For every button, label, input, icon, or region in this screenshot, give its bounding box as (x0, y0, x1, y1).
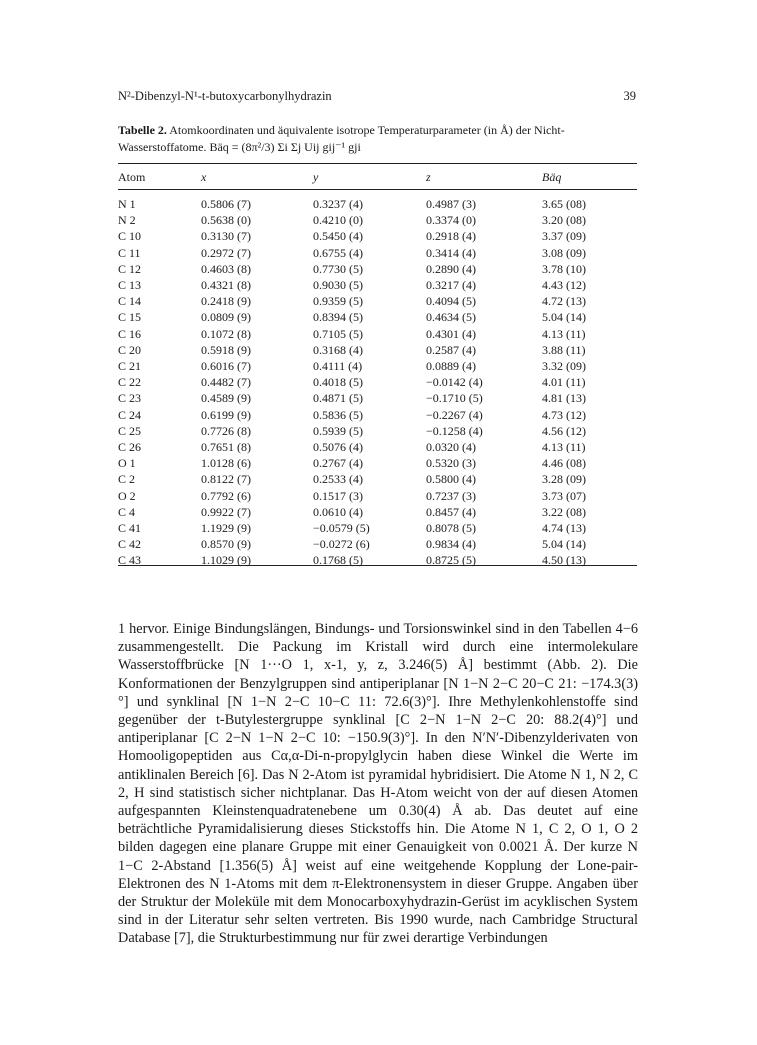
cell-biso: 4.72 (13) (542, 294, 586, 309)
cell-y: 0.5939 (5) (313, 423, 363, 438)
table-row (118, 439, 637, 455)
cell-biso: 3.08 (09) (542, 245, 586, 260)
cell-x: 0.7792 (6) (201, 488, 251, 503)
cell-x: 0.4321 (8) (201, 278, 251, 293)
cell-x: 0.0809 (9) (201, 310, 251, 325)
table-row (118, 309, 637, 325)
cell-y: 0.5450 (4) (313, 229, 363, 244)
cell-atom: C 14 (118, 294, 142, 309)
cell-y: 0.5836 (5) (313, 407, 363, 422)
cell-y: 0.7105 (5) (313, 326, 363, 341)
table-row (118, 374, 637, 390)
running-head (118, 89, 636, 104)
cell-z: −0.1258 (4) (426, 423, 483, 438)
body-paragraph: 1 hervor. Einige Bindungslängen, Bindungs- und Torsionswinkel sind in den Tabellen 4−6 zusammengestellt. Die Packung im Kristall wird durch eine intermolekulare Wasserstoffbrücke [N 1···O 1, x-1, y, z, 3.246(5) Å] bestimmt (Abb. 2). Die Konformationen der Benzylgruppen sind antiperiplanar [N 1−N 2−C 20−C 21: −174.3(3)°] und synklinal [N 1−N 2−C 10−C 11: 72.6(3)°]. Ihre Methylenkohlenstoffe sind gegenüber der t-Butylestergruppe synklinal [C 2−N 1−N 2−C 20: 88.2(4)°] und antiperiplanar [C 2−N 1−N 2−C 10: −150.9(3)°]. In den N′N′-Dibenzylderivaten von Homooligopeptiden aus Cα,α-Di-n-propylglycin haben diese Winkel die Werte im antiklinalen Bereich [6]. Das N 2-Atom ist pyramidal hybridisiert. Die Atome N 1, N 2, C 2, H sind statistisch sicher nichtplanar. Das H-Atom weicht von der auf diesen Atomen aufgespannten Kleinstenquadratenebene um 0.30(4) Å ab. Das deutet auf eine beträchtliche Pyramidalisierung dieses Stickstoffs hin. Die Atome N 1, C 2, O 1, O 2 bilden dagegen eine planare Gruppe mit einer Genauigkeit von 0.0021 Å. Der kurze N 1−C 2-Abstand [1.356(5) Å] weist auf eine weitgehende Kopplung der Lone-pair-Elektronen des N 1-Atoms mit dem π-Elektronensystem in dieser Gruppe. Angaben über der Struktur der Moleküle mit dem Monocarboxyhydrazin-Gerüst im acyklischen System sind in der Literatur sehr selten vertreten. Bis 1990 wurde, nach Cambridge Structural Database [7], die Strukturbestimmung nur für zwei derartige Verbindungen (118, 621, 638, 947)
table-row (118, 245, 637, 261)
table-caption-text: Atomkoordinaten und äquivalente isotrope Temperaturparameter (in Å) der Nicht-Wasserstoffatome. Bäq = (8π²/3) Σi Σj Uij gij⁻¹ gji (118, 123, 565, 154)
cell-z: 0.5800 (4) (426, 472, 476, 487)
cell-atom: O 1 (118, 456, 136, 471)
cell-x: 0.5918 (9) (201, 342, 251, 357)
table-row (118, 471, 637, 487)
cell-y: 0.0610 (4) (313, 504, 363, 519)
cell-biso: 4.13 (11) (542, 440, 586, 455)
cell-biso: 5.04 (14) (542, 310, 586, 325)
cell-y: 0.2533 (4) (313, 472, 363, 487)
cell-y: 0.4871 (5) (313, 391, 363, 406)
cell-x: 0.6199 (9) (201, 407, 251, 422)
col-header-y: y (313, 169, 319, 184)
table-caption (118, 122, 638, 156)
cell-y: 0.5076 (4) (313, 440, 363, 455)
cell-z: 0.0320 (4) (426, 440, 476, 455)
cell-z: 0.3217 (4) (426, 278, 476, 293)
table-row (118, 552, 637, 568)
table-row (118, 228, 637, 244)
cell-x: 1.1029 (9) (201, 553, 251, 568)
cell-biso: 3.37 (09) (542, 229, 586, 244)
cell-x: 0.3130 (7) (201, 229, 251, 244)
cell-biso: 3.32 (09) (542, 359, 586, 374)
cell-biso: 4.81 (13) (542, 391, 586, 406)
cell-biso: 4.50 (13) (542, 553, 586, 568)
cell-atom: C 23 (118, 391, 142, 406)
col-header-biso: Bäq (542, 169, 562, 184)
cell-x: 1.1929 (9) (201, 521, 251, 536)
cell-z: 0.3374 (0) (426, 213, 476, 228)
table-row (118, 407, 637, 423)
cell-z: −0.0142 (4) (426, 375, 483, 390)
cell-biso: 3.20 (08) (542, 213, 586, 228)
cell-atom: C 20 (118, 342, 142, 357)
table-row (118, 520, 637, 536)
cell-biso: 3.78 (10) (542, 261, 586, 276)
cell-y: −0.0579 (5) (313, 521, 370, 536)
cell-biso: 3.22 (08) (542, 504, 586, 519)
page-number: 39 (623, 89, 636, 103)
cell-y: 0.3237 (4) (313, 197, 363, 211)
running-head-title: N²-Dibenzyl-N¹-t-butoxycarbonylhydrazin (118, 89, 332, 103)
cell-x: 0.6016 (7) (201, 359, 251, 374)
cell-biso: 3.65 (08) (542, 197, 586, 211)
cell-atom: C 16 (118, 326, 142, 341)
table-row (118, 536, 637, 552)
table-row (118, 212, 637, 228)
cell-x: 0.5806 (7) (201, 197, 251, 211)
cell-z: 0.2918 (4) (426, 229, 476, 244)
cell-x: 0.7651 (8) (201, 440, 251, 455)
cell-y: 0.1517 (3) (313, 488, 363, 503)
cell-atom: N 1 (118, 197, 136, 211)
cell-atom: C 12 (118, 261, 142, 276)
cell-z: 0.2890 (4) (426, 261, 476, 276)
table-row (118, 504, 637, 520)
cell-x: 0.9922 (7) (201, 504, 251, 519)
cell-x: 0.4482 (7) (201, 375, 251, 390)
table-row (118, 277, 637, 293)
cell-y: 0.8394 (5) (313, 310, 363, 325)
cell-z: 0.3414 (4) (426, 245, 476, 260)
cell-biso: 4.56 (12) (542, 423, 586, 438)
cell-x: 0.2418 (9) (201, 294, 251, 309)
cell-y: 0.4018 (5) (313, 375, 363, 390)
table-row (118, 488, 637, 504)
cell-x: 0.4589 (9) (201, 391, 251, 406)
cell-z: 0.4634 (5) (426, 310, 476, 325)
cell-z: 0.4301 (4) (426, 326, 476, 341)
cell-x: 0.8570 (9) (201, 537, 251, 552)
atom-coordinates-table (118, 166, 637, 569)
cell-x: 0.2972 (7) (201, 245, 251, 260)
cell-y: 0.4210 (0) (313, 213, 363, 228)
cell-atom: C 13 (118, 278, 142, 293)
cell-biso: 3.88 (11) (542, 342, 586, 357)
cell-z: 0.9834 (4) (426, 537, 476, 552)
table-row (118, 261, 637, 277)
cell-x: 1.0128 (6) (201, 456, 251, 471)
cell-x: 0.1072 (8) (201, 326, 251, 341)
cell-z: 0.4094 (5) (426, 294, 476, 309)
col-header-atom: Atom (118, 169, 146, 184)
table-row (118, 188, 637, 212)
cell-atom: C 4 (118, 504, 136, 519)
table-row (118, 293, 637, 309)
cell-atom: C 15 (118, 310, 142, 325)
cell-atom: C 25 (118, 423, 142, 438)
cell-atom: N 2 (118, 213, 136, 228)
cell-biso: 4.46 (08) (542, 456, 586, 471)
table-row (118, 423, 637, 439)
cell-z: 0.7237 (3) (426, 488, 476, 503)
cell-z: 0.8725 (5) (426, 553, 476, 568)
cell-z: 0.8078 (5) (426, 521, 476, 536)
table-row (118, 342, 637, 358)
cell-z: −0.1710 (5) (426, 391, 483, 406)
cell-z: 0.5320 (3) (426, 456, 476, 471)
cell-y: −0.0272 (6) (313, 537, 370, 552)
cell-biso: 5.04 (14) (542, 537, 586, 552)
body-text (118, 620, 638, 948)
cell-z: −0.2267 (4) (426, 407, 483, 422)
cell-biso: 4.73 (12) (542, 407, 586, 422)
table-row (118, 326, 637, 342)
cell-y: 0.3168 (4) (313, 342, 363, 357)
cell-atom: C 41 (118, 521, 142, 536)
cell-biso: 3.73 (07) (542, 488, 586, 503)
table-row (118, 455, 637, 471)
cell-y: 0.7730 (5) (313, 261, 363, 276)
cell-atom: C 22 (118, 375, 142, 390)
cell-biso: 4.01 (11) (542, 375, 586, 390)
table-row (118, 358, 637, 374)
cell-atom: C 26 (118, 440, 142, 455)
cell-biso: 4.13 (11) (542, 326, 586, 341)
cell-x: 0.7726 (8) (201, 423, 251, 438)
cell-y: 0.2767 (4) (313, 456, 363, 471)
col-header-z: z (426, 169, 431, 184)
cell-atom: O 2 (118, 488, 136, 503)
cell-y: 0.4111 (4) (313, 359, 363, 374)
cell-z: 0.8457 (4) (426, 504, 476, 519)
table-body (118, 188, 637, 569)
table-caption-label: Tabelle 2. (118, 123, 167, 137)
cell-biso: 4.74 (13) (542, 521, 586, 536)
cell-x: 0.5638 (0) (201, 213, 251, 228)
col-header-x: x (201, 169, 207, 184)
cell-atom: C 11 (118, 245, 141, 260)
cell-atom: C 21 (118, 359, 142, 374)
cell-y: 0.9030 (5) (313, 278, 363, 293)
cell-atom: C 10 (118, 229, 142, 244)
table-row (118, 390, 637, 406)
cell-y: 0.6755 (4) (313, 245, 363, 260)
cell-y: 0.1768 (5) (313, 553, 363, 568)
cell-atom: C 43 (118, 553, 142, 568)
table-top-rule (118, 163, 637, 164)
cell-atom: C 42 (118, 537, 142, 552)
cell-z: 0.2587 (4) (426, 342, 476, 357)
cell-z: 0.4987 (3) (426, 197, 476, 211)
cell-atom: C 24 (118, 407, 142, 422)
cell-atom: C 2 (118, 472, 136, 487)
cell-z: 0.0889 (4) (426, 359, 476, 374)
table-header-row (118, 166, 637, 188)
cell-x: 0.8122 (7) (201, 472, 251, 487)
cell-biso: 3.28 (09) (542, 472, 586, 487)
cell-y: 0.9359 (5) (313, 294, 363, 309)
cell-biso: 4.43 (12) (542, 278, 586, 293)
cell-x: 0.4603 (8) (201, 261, 251, 276)
